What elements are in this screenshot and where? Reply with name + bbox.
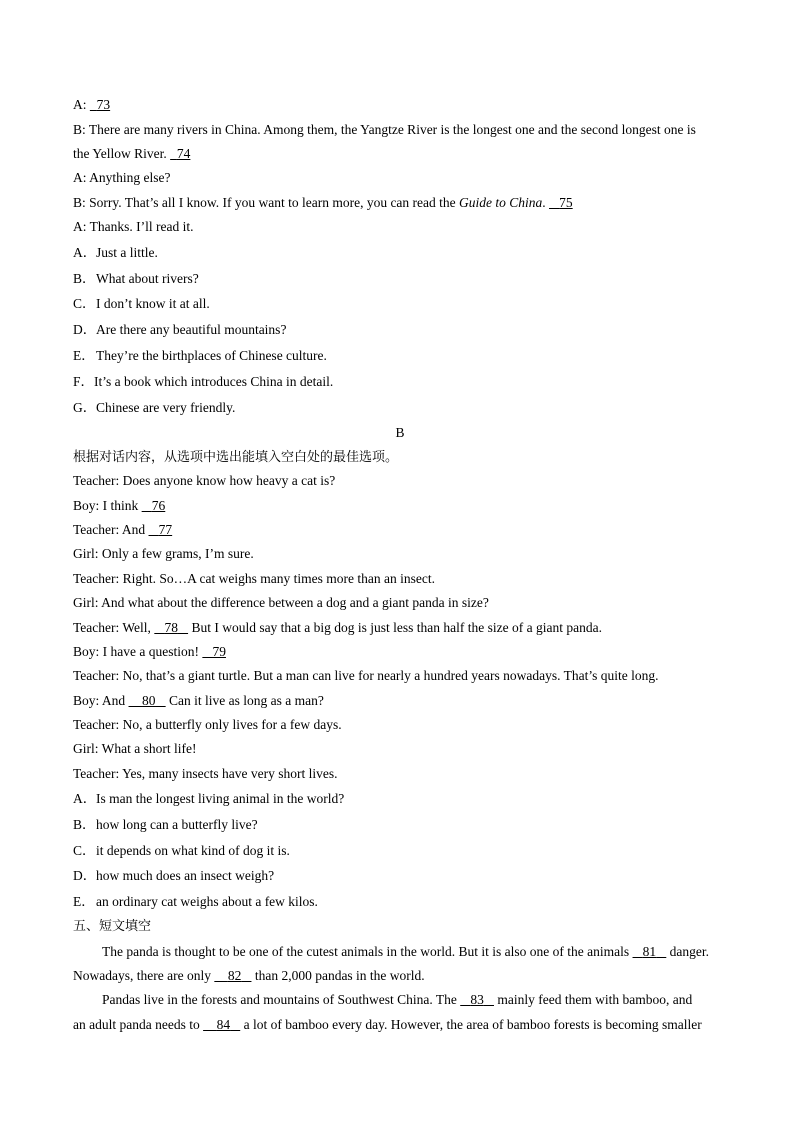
- blank-83[interactable]: 83: [470, 992, 484, 1007]
- blank-74[interactable]: 74: [176, 146, 191, 161]
- dialogue-line: Teacher: Right. So…A cat weighs many times more than an insect.: [73, 571, 435, 586]
- option-a: A．Just a little.: [73, 245, 158, 260]
- blank-77[interactable]: 77: [158, 522, 173, 537]
- dialogue-line: [73, 170, 171, 186]
- dialogue-line: Teacher: Yes, many insects have very short lives.: [73, 766, 338, 781]
- blank-76[interactable]: 76: [151, 498, 166, 513]
- blank-75[interactable]: 75: [559, 195, 573, 210]
- blank-79[interactable]: 79: [212, 644, 226, 659]
- book-title: Guide to China: [459, 195, 543, 210]
- dialogue-line: B: Sorry. That’s all I know. If you want to learn more, you can read the Guide to China. 75: [73, 195, 573, 210]
- dialogue-line: Teacher: Well, 78 But I would say that a big dog is just less than half the size of a giant panda.: [73, 620, 602, 635]
- paragraph-line: Pandas live in the forests and mountains of Southwest China. The 83 mainly feed them with bamboo, and: [102, 992, 693, 1007]
- option-d: D．Are there any beautiful mountains?: [73, 322, 287, 337]
- option-g: G．Chinese are very friendly.: [73, 400, 236, 415]
- blank-73[interactable]: 73: [96, 97, 111, 112]
- line-text: A:: [73, 97, 90, 112]
- line-text: the Yellow River.: [73, 146, 171, 161]
- dialogue-line: Boy: I think 76: [73, 498, 166, 513]
- section-b-instruction: 根据对话内容，从选项中选出能填入空白处的最佳选项。: [73, 450, 399, 465]
- option-f: F．It’s a book which introduces China in detail.: [73, 374, 334, 389]
- option-b: B．What about rivers?: [73, 271, 199, 286]
- blank-80[interactable]: 80: [142, 693, 156, 708]
- paragraph-line: The panda is thought to be one of the cutest animals in the world. But it is also one of the animals 81 danger.: [102, 944, 710, 959]
- dialogue-line: Girl: What a short life!: [73, 741, 197, 756]
- dialogue-line: Teacher: No, a butterfly only lives for a few days.: [73, 717, 342, 732]
- line-text: A: Anything else?: [73, 170, 171, 185]
- dialogue-line: Girl: And what about the difference between a dog and a giant panda in size?: [73, 595, 489, 610]
- option-b: B．how long can a butterfly live?: [73, 817, 258, 832]
- paragraph-line: Nowadays, there are only 82 than 2,000 pandas in the world.: [73, 968, 425, 983]
- dialogue-line: Teacher: And 77: [73, 522, 173, 537]
- paragraph-line: an adult panda needs to 84 a lot of bamboo every day. However, the area of bamboo forests is becoming smaller: [73, 1017, 702, 1032]
- dialogue-line: [73, 219, 193, 235]
- dialogue-line: [73, 97, 110, 113]
- line-text: B: There are many rivers in China. Among them, the Yangtze River is the longest one and the second longest one is: [73, 122, 696, 137]
- option-e: E．an ordinary cat weighs about a few kilos.: [73, 894, 318, 909]
- blank-81[interactable]: 81: [642, 944, 657, 959]
- option-e: E．They’re the birthplaces of Chinese culture.: [73, 348, 327, 363]
- dialogue-line: Boy: I have a question! 79: [73, 644, 226, 659]
- blank-84[interactable]: 84: [216, 1017, 231, 1032]
- option-c: C．I don’t know it at all.: [73, 296, 210, 311]
- section-b-heading: B: [395, 425, 405, 440]
- option-a: A．Is man the longest living animal in the world?: [73, 791, 345, 806]
- line-text: A: Thanks. I’ll read it.: [73, 219, 194, 234]
- blank-82[interactable]: 82: [227, 968, 242, 983]
- dialogue-line: Girl: Only a few grams, I’m sure.: [73, 546, 254, 561]
- dialogue-line: Teacher: Does anyone know how heavy a cat is?: [73, 473, 336, 488]
- line-text: B: Sorry. That’s all I know. If you want to learn more, you can read the: [73, 195, 460, 210]
- option-d: D．how much does an insect weigh?: [73, 868, 275, 883]
- dialogue-line: [73, 122, 696, 138]
- dialogue-line: Boy: And 80 Can it live as long as a man?: [73, 693, 324, 708]
- dialogue-line: [73, 146, 190, 162]
- option-c: C．it depends on what kind of dog it is.: [73, 843, 290, 858]
- blank-78[interactable]: 78: [164, 620, 178, 635]
- dialogue-line: Teacher: No, that’s a giant turtle. But a man can live for nearly a hundred years nowadays. That’s quite long.: [73, 668, 659, 683]
- section-5-heading: 五、短文填空: [73, 919, 152, 934]
